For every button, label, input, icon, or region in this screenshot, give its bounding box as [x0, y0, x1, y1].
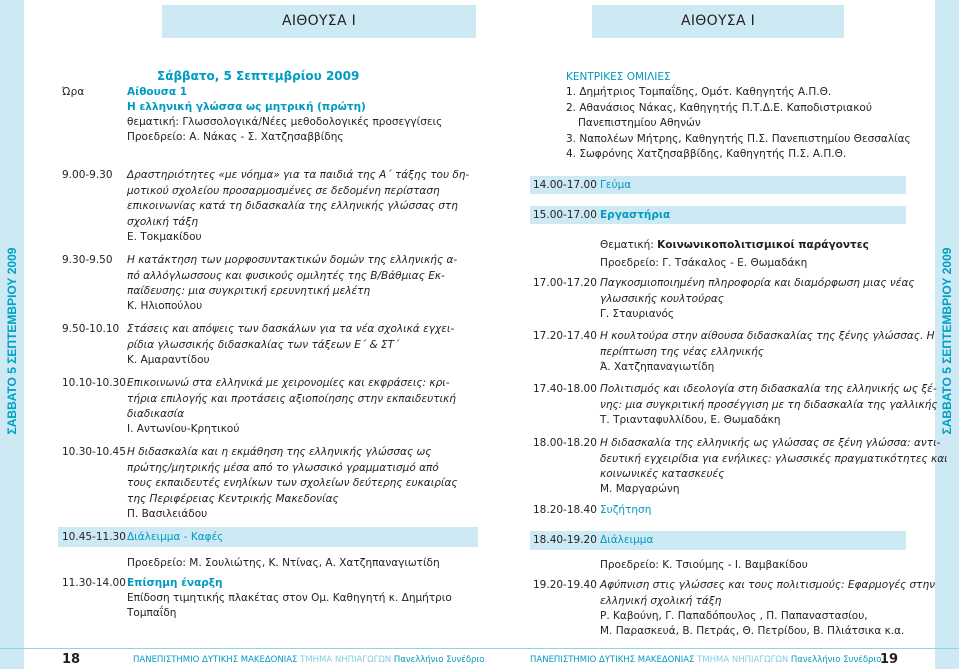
talk-time: 10.10-10.30: [62, 377, 126, 389]
keynote-list: [566, 85, 911, 163]
talk-time: 10.30-10.45: [62, 446, 126, 458]
break-label: Διάλειμμα: [600, 534, 654, 546]
talk-author: Μ. Παρασκευά, Β. Πετράς, Θ. Πετρίδου, Β. Πλιάτσικα κ.α.: [600, 625, 905, 637]
opening-time: 11.30-14.00: [62, 577, 126, 589]
session-chairs: Προεδρείο: Κ. Τσιούμης - Ι. Βαμβακίδου: [600, 559, 808, 571]
lunch-time: 14.00-17.00: [533, 179, 597, 191]
opening-label: Επίσημη έναρξη: [127, 577, 223, 589]
workshop-label: Εργαστήρια: [600, 209, 671, 221]
talk-time: 18.00-18.20: [533, 437, 597, 449]
talk-time: 9.00-9.30: [62, 169, 113, 181]
opening-line: Επίδοση τιμητικής πλακέτας στον Ομ. Καθηγητή κ. Δημήτριο: [127, 592, 452, 604]
break-time: 10.45-11.30: [62, 531, 126, 543]
talk-title: Δραστηριότητες «με νόημα» για τα παιδιά της Α΄ τάξης του δη- μοτικού σχολείου προσαρμοσμένες σε δεδομένη περίσταση επικοινωνίας κατά τη διδασκαλία της ελληνικής γλώσσας στη σχολική τάξη: [127, 169, 470, 228]
talk-author: Ε. Τοκμακίδου: [127, 231, 202, 243]
talk-author: Κ. Αμαραντίδου: [127, 354, 210, 366]
talk-author: Κ. Ηλιοπούλου: [127, 300, 203, 312]
keynote-item: 4. Σωφρόνης Χατζησαββίδης, Καθηγητής Π.Σ. Α.Π.Θ.: [566, 148, 847, 160]
session-thematic: θεματική: Γλωσσολογικά/Νέες μεθοδολογικές προσεγγίσεις: [127, 116, 443, 128]
talk-author: Π. Βασιλειάδου: [127, 508, 208, 520]
keynote-item: 2. Αθανάσιος Νάκας, Καθηγητής Π.Τ.Δ.Ε. Καποδιστριακού: [566, 101, 872, 114]
room-name: Αίθουσα 1: [127, 86, 188, 98]
break-time: 18.40-19.20: [533, 534, 597, 546]
talk-title: Αφύπνιση στις γλώσσες και τους πολιτισμούς: Εφαρμογές στην ελληνική σχολική τάξη: [600, 579, 936, 607]
talk-time: 17.00-17.20: [533, 277, 597, 289]
talk-title: Επικοινωνώ στα ελληνικά με χειρονομίες και εκφράσεις: κρι- τήρια επιλογής και προτάσεις αξιοποίησης στην εκπαιδευτική διαδικασία: [127, 377, 456, 420]
discussion-label: Συζήτηση: [600, 504, 652, 516]
side-label-left: ΣΑΒΒΑΤΟ 5 ΣΕΠΤΕΜΒΡΙΟΥ 2009: [5, 247, 19, 435]
discussion-time: 18.20-18.40: [533, 504, 597, 516]
keynote-item: 1. Δημήτριος Τομπαΐδης, Ομότ. Καθηγητής Α.Π.Θ.: [566, 86, 832, 98]
session-chairs: Προεδρείο: Α. Νάκας - Σ. Χατζησαββίδης: [127, 131, 344, 143]
talk-author: Ά. Χατζηπαναγιωτίδη: [600, 361, 715, 373]
side-label-right: ΣΑΒΒΑΤΟ 5 ΣΕΠΤΕΜΒΡΙΟΥ 2009: [940, 247, 954, 435]
talk-author: Γ. Σταυριανός: [600, 308, 675, 320]
keynotes-title: ΚΕΝΤΡΙΚΕΣ ΟΜΙΛΙΕΣ: [566, 71, 671, 83]
talk-time: 9.50-10.10: [62, 323, 120, 335]
room-header-left: ΑΙΘΟΥΣΑ Ι: [162, 5, 476, 38]
plenary-chairs: Προεδρείο: Μ. Σουλιώτης, Κ. Ντίνας, Α. Χατζηπαναγιωτίδη: [127, 557, 440, 569]
footer-rule: [0, 648, 959, 649]
talk-author: Ι. Αντωνίου-Κρητικού: [127, 423, 240, 435]
room-header-right: ΑΙΘΟΥΣΑ Ι: [592, 5, 844, 38]
talk-title: Πολιτισμός και ιδεολογία στη διδασκαλία της ελληνικής ως ξέ- νης: μια συγκριτική προσέγγιση με τη διδασκαλία της γαλλικής: [600, 383, 938, 411]
talk-time: 19.20-19.40: [533, 579, 597, 591]
talk-title: Η κουλτούρα στην αίθουσα διδασκαλίας της ξένης γλώσσας. Η περίπτωση της νέας ελληνικής: [600, 330, 935, 358]
workshop-time: 15.00-17.00: [533, 209, 597, 221]
side-bar-right: [935, 0, 959, 669]
session-date: Σάββατο, 5 Σεπτεμβρίου 2009: [157, 69, 360, 83]
workshop-chairs: Προεδρείο: Γ. Τσάκαλος - Ε. Θωμαδάκη: [600, 257, 808, 269]
talk-title: Η διδασκαλία και η εκμάθηση της ελληνικής γλώσσας ως πρώτης/μητρικής μέσα από το γλωσσικό γραμματισμό από τους εκπαιδευτές ενηλίκων των σχολείων δεύτερης ευκαιρίας της Περιφέρειας Κεντρικής Μακεδονίας: [127, 446, 458, 505]
session-title: Η ελληνική γλώσσα ως μητρική (πρώτη): [127, 101, 366, 113]
break-label: Διάλειμμα - Καφές: [127, 531, 224, 543]
side-bar-left: [0, 0, 24, 669]
talk-author: Ρ. Καβούνη, Γ. Παπαδόπουλος , Π. Παπαναστασίου,: [600, 610, 868, 622]
opening-line: Τομπαΐδη: [127, 607, 177, 619]
keynote-item: Πανεπιστημίου Αθηνών: [578, 117, 701, 129]
talk-time: 9.30-9.50: [62, 254, 113, 266]
page-number-right: 19: [880, 652, 899, 667]
talk-author: Μ. Μαργαρώνη: [600, 483, 680, 495]
time-column-label: Ώρα: [62, 86, 85, 98]
talk-title: Παγκοσμιοποιημένη πληροφορία και διαμόρφωση μιας νέας γλωσσικής κουλτούρας: [600, 277, 915, 305]
talk-time: 17.20-17.40: [533, 330, 597, 342]
talk-title: Η διδασκαλία της ελληνικής ως γλώσσας σε ξένη γλώσσα: αντι- δευτική εγχειρίδια για ενήλικες: γλωσσικές πραγματικότητες και κοινωνικές κατασκευές: [600, 437, 948, 480]
page-number-left: 18: [62, 652, 81, 667]
talk-title: Στάσεις και απόψεις των δασκάλων για τα νέα σχολικά εγχει- ρίδια γλωσσικής διδασκαλίας των τάξεων Ε΄ & ΣΤ΄: [127, 323, 455, 351]
talk-title: Η κατάκτηση των μορφοσυντακτικών δομών της ελληνικής α- πό αλλόγλωσσους και φυσικούς ομιλητές της Β/Βάθμιας Εκ- παίδευσης: μια συγκριτική ερευνητική μελέτη: [127, 254, 458, 297]
talk-time: 17.40-18.00: [533, 383, 597, 395]
lunch-label: Γεύμα: [600, 179, 632, 191]
footer-left: ΠΑΝΕΠΙΣΤΗΜΙΟ ΔΥΤΙΚΗΣ ΜΑΚΕΔΟΝΙΑΣ ΤΜΗΜΑ ΝΗΠΙΑΓΩΓΩΝ Πανελλήνιο Συνέδριο: [133, 655, 485, 665]
footer-right: ΠΑΝΕΠΙΣΤΗΜΙΟ ΔΥΤΙΚΗΣ ΜΑΚΕΔΟΝΙΑΣ ΤΜΗΜΑ ΝΗΠΙΑΓΩΓΩΝ Πανελλήνιο Συνέδριο: [530, 655, 882, 665]
keynote-item: 3. Ναπολέων Μήτρης, Καθηγητής Π.Σ. Πανεπιστημίου Θεσσαλίας: [566, 132, 911, 145]
talk-author: Τ. Τριανταφυλλίδου, Ε. Θωμαδάκη: [600, 414, 781, 426]
workshop-thematic: Θεματική: Κοινωνικοπολιτισμικοί παράγοντες: [600, 239, 869, 251]
